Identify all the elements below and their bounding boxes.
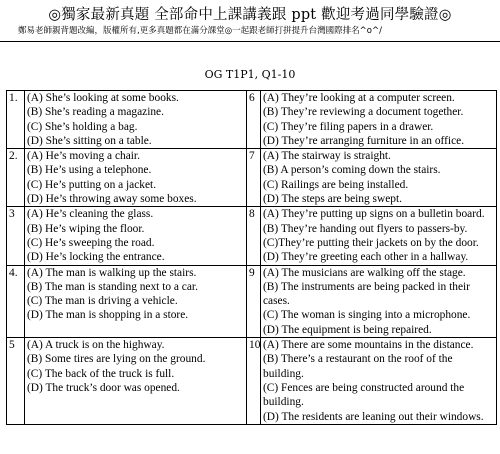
option-b: (B) They’re reviewing a document together.	[263, 106, 464, 119]
question-options	[261, 207, 497, 265]
option-b: (B) She’s reading a magazine.	[27, 106, 164, 119]
option-b: (B) The man is standing next to a car.	[27, 280, 198, 293]
question-options	[25, 338, 247, 425]
copyright-line: 鄭易老師親背題改編，版權所有,更多真題都在滿分課堂◎一起跟老師打拼提升台灣國際排名^o^/	[18, 26, 382, 36]
question-number: 7	[247, 149, 261, 207]
option-c: (C) She’s holding a bag.	[27, 120, 138, 133]
option-b: (B) They’re handing out flyers to passers-by.	[263, 222, 468, 235]
option-d: (D) The man is shopping in a store.	[27, 309, 189, 322]
question-row	[7, 265, 497, 337]
option-b: (B) The instruments are being packed in their cases.	[263, 280, 470, 308]
option-a: (A) She’s looking at some books.	[27, 92, 179, 104]
question-number: 10	[247, 338, 261, 425]
question-options	[25, 91, 247, 149]
question-row	[7, 207, 497, 265]
option-c: (C) He’s sweeping the road.	[27, 236, 155, 249]
option-d: (D) They’re arranging furniture in an office.	[263, 134, 465, 147]
option-a: (A) He’s cleaning the glass.	[27, 208, 154, 221]
question-row	[7, 91, 497, 149]
option-c: (C) The back of the truck is full.	[27, 367, 175, 380]
option-c: (C) The man is driving a vehicle.	[27, 295, 178, 308]
question-options	[261, 265, 497, 337]
option-b: (B) He’s using a telephone.	[27, 164, 152, 177]
option-c: (C) Railings are being installed.	[263, 178, 409, 191]
option-d: (D) The residents are leaning out their windows.	[263, 410, 484, 423]
option-b: (B) A person’s coming down the stairs.	[263, 164, 441, 177]
option-b: (B) There’s a restaurant on the roof of the building.	[263, 353, 453, 380]
option-d: (D) The truck’s door was opened.	[27, 381, 180, 394]
option-b: (B) He’s wiping the floor.	[27, 222, 145, 235]
question-number: 3	[7, 207, 25, 265]
question-number: 5	[7, 338, 25, 425]
question-options	[261, 149, 497, 207]
question-number: 9	[247, 265, 261, 337]
option-c: (C)They’re putting their jackets on by the door.	[263, 236, 479, 249]
option-d: (D) He’s throwing away some boxes.	[27, 193, 197, 206]
option-a: (A) They’re looking at a computer screen.	[263, 92, 455, 104]
question-number: 4.	[7, 265, 25, 337]
header-divider	[0, 41, 500, 42]
option-c: (C) Fences are being constructed around the building.	[263, 381, 465, 409]
promo-header: ◎獨家最新真題 全部命中上課講義跟 ppt 歡迎考過同學驗證◎	[48, 7, 452, 23]
option-d: (D) He’s locking the entrance.	[27, 251, 165, 264]
question-number: 8	[247, 207, 261, 265]
question-options	[25, 265, 247, 337]
question-options	[261, 338, 497, 425]
option-a: (A) The man is walking up the stairs.	[27, 266, 197, 279]
option-d: (D) The equipment is being repaired.	[263, 323, 432, 336]
question-row	[7, 149, 497, 207]
option-a: (A) They’re putting up signs on a bulletin board.	[263, 208, 485, 221]
option-a: (A) He’s moving a chair.	[27, 150, 140, 163]
option-d: (D) She’s sitting on a table.	[27, 134, 152, 147]
question-options	[25, 149, 247, 207]
section-title: OG T1P1, Q1-10	[204, 68, 296, 81]
question-options	[261, 91, 497, 149]
option-c: (C) The woman is singing into a microphone.	[263, 309, 471, 322]
question-row	[7, 338, 497, 425]
option-c: (C) He’s putting on a jacket.	[27, 178, 157, 191]
question-number: 1.	[7, 91, 25, 149]
question-table	[6, 90, 497, 425]
option-d: (D) The steps are being swept.	[263, 193, 402, 206]
option-a: (A) There are some mountains in the distance.	[263, 339, 474, 352]
option-b: (B) Some tires are lying on the ground.	[27, 353, 206, 366]
option-d: (D) They’re greeting each other in a hallway.	[263, 251, 469, 264]
question-number: 2.	[7, 149, 25, 207]
question-number: 6	[247, 91, 261, 149]
option-c: (C) They’re filing papers in a drawer.	[263, 120, 434, 133]
option-a: (A) The musicians are walking off the stage.	[263, 266, 466, 279]
option-a: (A) A truck is on the highway.	[27, 339, 165, 352]
question-options	[25, 207, 247, 265]
option-a: (A) The stairway is straight.	[263, 150, 391, 163]
